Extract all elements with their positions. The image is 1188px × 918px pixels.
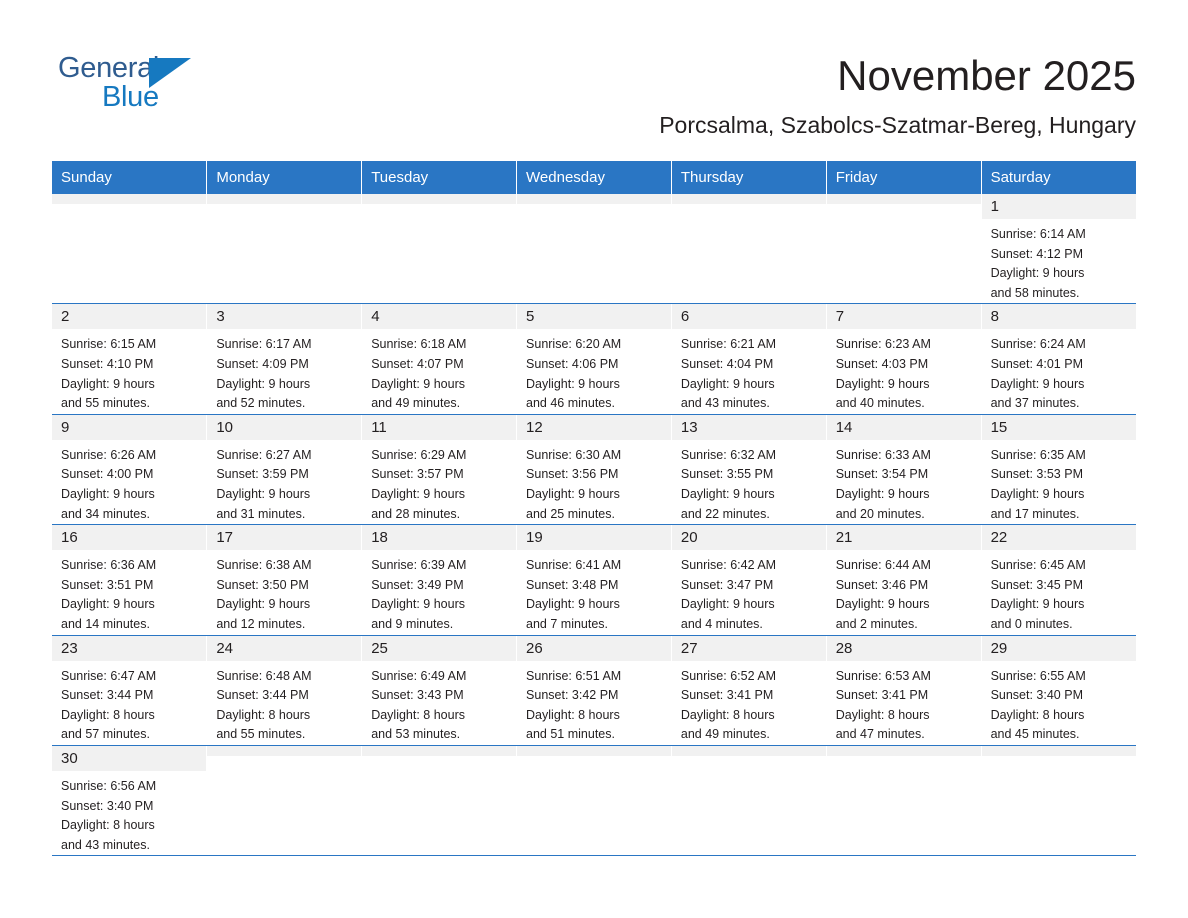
day-daylight-text: Daylight: 9 hours — [990, 597, 1085, 612]
day-daylight-text: Daylight: 9 hours — [680, 376, 775, 391]
calendar-cell-empty — [517, 194, 672, 304]
day-sunrise-text: Sunrise: 6:35 AM — [990, 447, 1086, 462]
calendar-cell-empty — [826, 194, 981, 304]
calendar-day-cell — [826, 304, 981, 414]
day-sunrise-text: Sunrise: 6:38 AM — [216, 558, 312, 573]
day-sunset-text: Sunset: 3:57 PM — [371, 467, 464, 482]
day-daylight-text: and 2 minutes. — [835, 617, 918, 631]
day-sunset-text: Sunset: 3:53 PM — [990, 467, 1083, 482]
day-number: 5 — [517, 304, 671, 329]
day-sunset-text: Sunset: 3:48 PM — [526, 577, 619, 592]
day-daylight-text: and 7 minutes. — [526, 617, 609, 631]
day-daylight-text: and 52 minutes. — [216, 396, 306, 411]
day-number: 18 — [362, 525, 516, 550]
day-sunrise-text: Sunrise: 6:24 AM — [990, 337, 1086, 352]
day-sunrise-text: Sunrise: 6:56 AM — [61, 778, 157, 793]
day-sunset-text: Sunset: 3:43 PM — [371, 688, 464, 703]
day-daylight-text: Daylight: 9 hours — [371, 487, 465, 502]
day-sunset-text: Sunset: 4:03 PM — [835, 357, 929, 372]
title-block — [212, 52, 1136, 139]
day-daylight-text: Daylight: 9 hours — [990, 376, 1085, 391]
day-number: 9 — [52, 415, 206, 440]
calendar-day-cell — [981, 414, 1136, 524]
calendar-day-cell — [671, 304, 826, 414]
day-number: 3 — [207, 304, 361, 329]
day-sun-info — [827, 550, 981, 634]
day-sunrise-text: Sunrise: 6:39 AM — [371, 558, 467, 573]
calendar-day-cell — [517, 414, 672, 524]
calendar-cell-empty — [826, 745, 981, 855]
day-daylight-text: and 40 minutes. — [835, 396, 925, 411]
day-sun-info — [207, 440, 361, 524]
day-sun-info — [207, 550, 361, 634]
day-daylight-text: Daylight: 8 hours — [61, 707, 155, 722]
day-sunrise-text: Sunrise: 6:18 AM — [371, 337, 467, 352]
day-daylight-text: Daylight: 8 hours — [526, 707, 620, 722]
weekday-header-row — [52, 161, 1136, 194]
day-sun-info — [362, 329, 516, 413]
sunrise-sunset-calendar — [52, 161, 1136, 856]
day-daylight-text: Daylight: 8 hours — [990, 707, 1085, 722]
day-sun-info — [362, 661, 516, 745]
weekday-header-tuesday: Tuesday — [362, 161, 517, 194]
day-sunset-text: Sunset: 3:40 PM — [61, 798, 154, 813]
day-number: 29 — [982, 636, 1136, 661]
day-number — [827, 746, 981, 756]
day-sunrise-text: Sunrise: 6:30 AM — [526, 447, 622, 462]
day-number: 6 — [672, 304, 826, 329]
day-sunset-text: Sunset: 4:09 PM — [216, 357, 309, 372]
calendar-week-row — [52, 525, 1136, 635]
day-sun-info — [982, 550, 1136, 634]
calendar-cell-empty — [52, 194, 207, 304]
day-number — [517, 746, 671, 756]
calendar-day-cell — [826, 414, 981, 524]
day-number: 7 — [827, 304, 981, 329]
day-sunrise-text: Sunrise: 6:45 AM — [990, 558, 1086, 573]
day-daylight-text: and 49 minutes. — [371, 396, 461, 411]
calendar-day-cell — [52, 745, 207, 855]
day-sun-info — [672, 440, 826, 524]
calendar-cell-empty — [671, 194, 826, 304]
day-daylight-text: Daylight: 9 hours — [216, 376, 311, 391]
day-daylight-text: Daylight: 9 hours — [990, 487, 1085, 502]
day-sunset-text: Sunset: 3:46 PM — [835, 577, 929, 592]
calendar-day-cell — [207, 304, 362, 414]
day-daylight-text: and 14 minutes. — [61, 617, 150, 631]
day-daylight-text: and 58 minutes. — [990, 285, 1080, 300]
day-sunrise-text: Sunrise: 6:14 AM — [990, 227, 1086, 242]
day-sunrise-text: Sunrise: 6:48 AM — [216, 668, 312, 683]
day-daylight-text: Daylight: 9 hours — [61, 597, 155, 612]
day-sun-info — [207, 329, 361, 413]
calendar-day-cell — [362, 304, 517, 414]
day-number: 11 — [362, 415, 516, 440]
day-sunset-text: Sunset: 3:50 PM — [216, 577, 309, 592]
day-number: 19 — [517, 525, 671, 550]
day-daylight-text: Daylight: 9 hours — [990, 266, 1085, 281]
day-number: 15 — [982, 415, 1136, 440]
day-number — [52, 194, 206, 204]
day-sunset-text: Sunset: 3:56 PM — [526, 467, 619, 482]
day-number — [362, 194, 516, 204]
calendar-day-cell — [362, 414, 517, 524]
page-header — [0, 0, 1188, 139]
day-daylight-text: Daylight: 9 hours — [835, 487, 930, 502]
day-sunset-text: Sunset: 3:55 PM — [680, 467, 774, 482]
day-sunset-text: Sunset: 3:49 PM — [371, 577, 464, 592]
day-sunrise-text: Sunrise: 6:29 AM — [371, 447, 467, 462]
location-subtitle: Porcsalma, Szabolcs-Szatmar-Bereg, Hungary — [659, 112, 1136, 139]
day-number: 2 — [52, 304, 206, 329]
day-daylight-text: and 57 minutes. — [61, 727, 150, 742]
day-daylight-text: and 55 minutes. — [216, 727, 306, 742]
calendar-day-cell — [52, 635, 207, 745]
day-daylight-text: Daylight: 9 hours — [526, 597, 620, 612]
day-sunset-text: Sunset: 3:41 PM — [835, 688, 929, 703]
day-daylight-text: Daylight: 8 hours — [835, 707, 930, 722]
day-sunrise-text: Sunrise: 6:49 AM — [371, 668, 467, 683]
calendar-day-cell — [826, 635, 981, 745]
day-daylight-text: and 55 minutes. — [61, 396, 150, 411]
day-sun-info — [517, 550, 671, 634]
day-sun-info — [362, 550, 516, 634]
day-number: 25 — [362, 636, 516, 661]
day-number: 28 — [827, 636, 981, 661]
calendar-cell-empty — [207, 194, 362, 304]
day-daylight-text: and 43 minutes. — [61, 837, 150, 852]
day-sun-info — [207, 661, 361, 745]
day-number — [672, 194, 826, 204]
calendar-day-cell — [52, 304, 207, 414]
day-sunrise-text: Sunrise: 6:26 AM — [61, 447, 157, 462]
day-number — [982, 746, 1136, 756]
calendar-day-cell — [826, 525, 981, 635]
day-sun-info — [827, 329, 981, 413]
day-sunrise-text: Sunrise: 6:51 AM — [526, 668, 622, 683]
day-daylight-text: and 31 minutes. — [216, 506, 306, 521]
day-sun-info — [517, 661, 671, 745]
day-daylight-text: and 45 minutes. — [990, 727, 1080, 742]
day-sunset-text: Sunset: 3:44 PM — [61, 688, 154, 703]
day-sun-info — [827, 440, 981, 524]
day-daylight-text: Daylight: 9 hours — [61, 487, 155, 502]
day-daylight-text: and 37 minutes. — [990, 396, 1080, 411]
weekday-header-sunday: Sunday — [52, 161, 207, 194]
day-number — [207, 194, 361, 204]
calendar-week-row — [52, 194, 1136, 304]
day-daylight-text: and 9 minutes. — [371, 617, 454, 631]
day-daylight-text: and 49 minutes. — [680, 727, 770, 742]
day-sunset-text: Sunset: 3:51 PM — [61, 577, 154, 592]
day-number: 13 — [672, 415, 826, 440]
day-sunset-text: Sunset: 3:40 PM — [990, 688, 1083, 703]
day-daylight-text: and 17 minutes. — [990, 506, 1080, 521]
day-sunrise-text: Sunrise: 6:42 AM — [680, 558, 777, 573]
day-number — [362, 746, 516, 756]
day-sunset-text: Sunset: 4:00 PM — [61, 467, 154, 482]
day-daylight-text: and 4 minutes. — [680, 617, 763, 631]
day-sun-info — [672, 550, 826, 634]
calendar-day-cell — [517, 304, 672, 414]
calendar-cell-empty — [207, 745, 362, 855]
calendar-day-cell — [981, 635, 1136, 745]
day-daylight-text: Daylight: 9 hours — [371, 376, 465, 391]
calendar-day-cell — [517, 525, 672, 635]
calendar-day-cell — [671, 414, 826, 524]
day-daylight-text: Daylight: 8 hours — [61, 818, 155, 833]
calendar-cell-empty — [362, 194, 517, 304]
day-sunset-text: Sunset: 3:44 PM — [216, 688, 309, 703]
day-sun-info — [672, 329, 826, 413]
day-sunset-text: Sunset: 3:45 PM — [990, 577, 1083, 592]
day-sun-info — [517, 440, 671, 524]
day-number: 4 — [362, 304, 516, 329]
day-sun-info — [52, 329, 206, 413]
calendar-day-cell — [207, 635, 362, 745]
day-sunrise-text: Sunrise: 6:41 AM — [526, 558, 622, 573]
day-daylight-text: Daylight: 8 hours — [371, 707, 465, 722]
day-sunrise-text: Sunrise: 6:32 AM — [680, 447, 777, 462]
day-daylight-text: Daylight: 9 hours — [835, 597, 930, 612]
day-daylight-text: Daylight: 9 hours — [526, 376, 620, 391]
day-daylight-text: Daylight: 9 hours — [216, 597, 311, 612]
day-number: 24 — [207, 636, 361, 661]
day-sun-info — [982, 329, 1136, 413]
day-number: 20 — [672, 525, 826, 550]
day-sunrise-text: Sunrise: 6:33 AM — [835, 447, 931, 462]
calendar-cell-empty — [981, 745, 1136, 855]
day-number: 26 — [517, 636, 671, 661]
calendar-day-cell — [207, 414, 362, 524]
day-sunset-text: Sunset: 3:42 PM — [526, 688, 619, 703]
day-sun-info — [982, 440, 1136, 524]
day-sun-info — [52, 771, 206, 855]
calendar-day-cell — [207, 525, 362, 635]
day-daylight-text: and 51 minutes. — [526, 727, 615, 742]
day-daylight-text: Daylight: 9 hours — [61, 376, 155, 391]
day-sunset-text: Sunset: 4:07 PM — [371, 357, 464, 372]
day-daylight-text: Daylight: 9 hours — [526, 487, 620, 502]
day-daylight-text: and 28 minutes. — [371, 506, 461, 521]
calendar-week-row — [52, 304, 1136, 414]
day-daylight-text: and 20 minutes. — [835, 506, 925, 521]
calendar-cell-empty — [671, 745, 826, 855]
day-sunset-text: Sunset: 4:01 PM — [990, 357, 1083, 372]
weekday-header-thursday: Thursday — [671, 161, 826, 194]
day-daylight-text: and 22 minutes. — [680, 506, 770, 521]
day-sunrise-text: Sunrise: 6:27 AM — [216, 447, 312, 462]
day-daylight-text: Daylight: 9 hours — [680, 487, 775, 502]
weekday-header-monday: Monday — [207, 161, 362, 194]
day-daylight-text: and 53 minutes. — [371, 727, 461, 742]
day-sunrise-text: Sunrise: 6:23 AM — [835, 337, 931, 352]
day-sunrise-text: Sunrise: 6:53 AM — [835, 668, 931, 683]
day-sunset-text: Sunset: 3:41 PM — [680, 688, 774, 703]
day-sunrise-text: Sunrise: 6:55 AM — [990, 668, 1086, 683]
day-sun-info — [982, 219, 1136, 303]
weekday-header-saturday: Saturday — [981, 161, 1136, 194]
day-number: 8 — [982, 304, 1136, 329]
day-sunset-text: Sunset: 4:12 PM — [990, 246, 1083, 261]
day-sun-info — [362, 440, 516, 524]
day-sun-info — [517, 329, 671, 413]
day-daylight-text: Daylight: 8 hours — [216, 707, 311, 722]
day-number: 23 — [52, 636, 206, 661]
calendar-week-row — [52, 745, 1136, 855]
logo-text-blue: Blue — [102, 81, 159, 113]
day-sunset-text: Sunset: 3:59 PM — [216, 467, 309, 482]
weekday-header-wednesday: Wednesday — [517, 161, 672, 194]
calendar-day-cell — [362, 525, 517, 635]
calendar-body — [52, 194, 1136, 856]
day-sunrise-text: Sunrise: 6:47 AM — [61, 668, 157, 683]
day-sunrise-text: Sunrise: 6:15 AM — [61, 337, 157, 352]
day-daylight-text: Daylight: 9 hours — [835, 376, 930, 391]
day-sunrise-text: Sunrise: 6:21 AM — [680, 337, 777, 352]
day-sun-info — [672, 661, 826, 745]
day-number: 10 — [207, 415, 361, 440]
calendar-day-cell — [981, 194, 1136, 304]
day-sunset-text: Sunset: 4:10 PM — [61, 357, 154, 372]
day-sun-info — [52, 661, 206, 745]
day-number: 27 — [672, 636, 826, 661]
calendar-day-cell — [517, 635, 672, 745]
day-number: 12 — [517, 415, 671, 440]
generalblue-logo — [52, 52, 212, 116]
day-sunrise-text: Sunrise: 6:52 AM — [680, 668, 777, 683]
day-sunset-text: Sunset: 4:06 PM — [526, 357, 619, 372]
day-daylight-text: and 12 minutes. — [216, 617, 306, 631]
day-number: 17 — [207, 525, 361, 550]
day-number: 22 — [982, 525, 1136, 550]
day-number: 30 — [52, 746, 206, 771]
calendar-day-cell — [981, 525, 1136, 635]
calendar-day-cell — [52, 525, 207, 635]
calendar-day-cell — [671, 525, 826, 635]
day-daylight-text: Daylight: 9 hours — [216, 487, 311, 502]
day-number: 1 — [982, 194, 1136, 219]
day-sun-info — [982, 661, 1136, 745]
day-number: 14 — [827, 415, 981, 440]
day-sun-info — [827, 661, 981, 745]
day-sunset-text: Sunset: 3:47 PM — [680, 577, 774, 592]
day-daylight-text: and 0 minutes. — [990, 617, 1073, 631]
calendar-day-cell — [981, 304, 1136, 414]
day-sunrise-text: Sunrise: 6:17 AM — [216, 337, 312, 352]
day-sunrise-text: Sunrise: 6:44 AM — [835, 558, 931, 573]
day-number — [672, 746, 826, 756]
logo-text-general: General — [58, 52, 160, 84]
calendar-day-cell — [52, 414, 207, 524]
day-daylight-text: Daylight: 8 hours — [680, 707, 775, 722]
day-sunrise-text: Sunrise: 6:36 AM — [61, 558, 157, 573]
day-daylight-text: and 46 minutes. — [526, 396, 615, 411]
day-sunrise-text: Sunrise: 6:20 AM — [526, 337, 622, 352]
day-number: 21 — [827, 525, 981, 550]
day-daylight-text: and 34 minutes. — [61, 506, 150, 521]
day-sun-info — [52, 440, 206, 524]
day-daylight-text: Daylight: 9 hours — [680, 597, 775, 612]
day-daylight-text: and 25 minutes. — [526, 506, 615, 521]
calendar-day-cell — [362, 635, 517, 745]
day-number — [827, 194, 981, 204]
day-sunset-text: Sunset: 3:54 PM — [835, 467, 929, 482]
day-daylight-text: Daylight: 9 hours — [371, 597, 465, 612]
calendar-week-row — [52, 414, 1136, 524]
day-daylight-text: and 47 minutes. — [835, 727, 925, 742]
day-number — [207, 746, 361, 756]
calendar-week-row — [52, 635, 1136, 745]
calendar-cell-empty — [362, 745, 517, 855]
day-sun-info — [52, 550, 206, 634]
calendar-cell-empty — [517, 745, 672, 855]
day-number — [517, 194, 671, 204]
day-daylight-text: and 43 minutes. — [680, 396, 770, 411]
page-title: November 2025 — [837, 52, 1136, 99]
day-number: 16 — [52, 525, 206, 550]
day-sunset-text: Sunset: 4:04 PM — [680, 357, 774, 372]
calendar-day-cell — [671, 635, 826, 745]
weekday-header-friday: Friday — [826, 161, 981, 194]
